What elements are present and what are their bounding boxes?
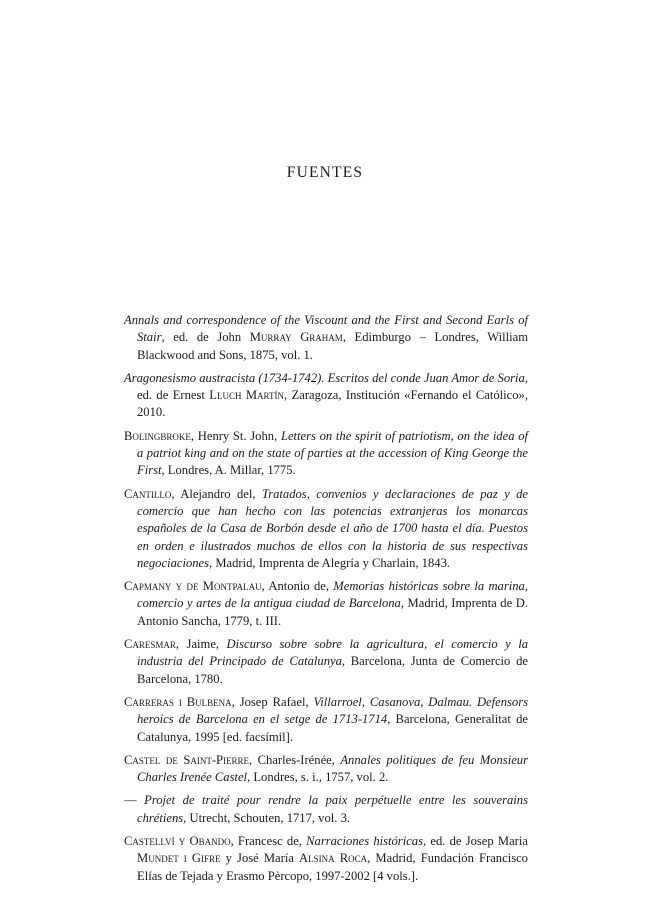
- entry-text: , ed. de Josep Maria: [423, 834, 528, 849]
- bibliography-entry: [124, 578, 528, 630]
- entry-title: Projet de traité pour rendre la paix perpétuelle entre les souverains chrétiens: [137, 793, 528, 825]
- entry-text: , Londres, s. i., 1757, vol. 2.: [247, 770, 389, 785]
- entry-text: —: [124, 793, 145, 808]
- entry-text: , Josep Rafael,: [231, 694, 314, 709]
- author-name: Castel de Saint-Pierre: [124, 752, 250, 767]
- entry-text: , Londres, A. Millar, 1775.: [161, 463, 296, 478]
- entry-title: Narraciones históricas: [306, 834, 423, 849]
- entry-text: , Alejandro del,: [171, 486, 262, 501]
- author-name: Bolingbroke: [124, 428, 191, 443]
- entry-text: , Madrid, Imprenta de D. Antonio Sancha, 1779, t. III.: [137, 596, 528, 628]
- bibliography-entry: [124, 486, 528, 572]
- entry-title: Annales politiques de feu Monsieur Charles Irenée Castel: [137, 752, 528, 785]
- bibliography-entry: [124, 370, 528, 422]
- entry-text: , Antonio de,: [261, 579, 334, 594]
- entry-text: , Charles-Irénée,: [249, 752, 341, 767]
- bibliography-entry: [124, 833, 528, 885]
- entry-text: , ed. de Ernest: [137, 370, 528, 403]
- bibliography-entry: [124, 694, 528, 746]
- entry-title: Annals and correspondence of the Viscount and the First and Second Earls of Stair: [124, 313, 528, 345]
- entry-text: , Zaragoza, Institución «Fernando el Católico», 2010.: [137, 388, 529, 420]
- entry-text: , Barcelona, Generalitat de Catalunya, 1995 [ed. facsímil].: [137, 712, 528, 744]
- entry-title: Discurso sobre sobre la agricultura, el comercio y la industria del Principado de Catalunya: [137, 637, 528, 669]
- author-name: Capmany y de Montpalau: [124, 579, 262, 594]
- page-title: FUENTES: [286, 164, 364, 181]
- author-name: Mundet i Gifre: [137, 851, 221, 866]
- bibliography-entry: [124, 752, 528, 787]
- author-name: Cantillo: [124, 486, 172, 501]
- bibliography-entry: [124, 636, 528, 688]
- entry-title: Villarroel, Casanova, Dalmau. Defensors heroics de Barcelona en el setge de 1713-1714: [137, 694, 529, 727]
- entry-text: , Henry St. John,: [190, 428, 281, 443]
- author-name: Caresmar: [124, 637, 176, 652]
- author-name: Murray Graham: [249, 330, 343, 345]
- entry-text: , Edimburgo – Londres, William Blackwood and Sons, 1875, vol. 1.: [137, 330, 529, 362]
- bibliography-entry: [124, 312, 528, 364]
- entry-text: , Madrid, Fundación Francisco Elías de Tejada y Erasmo Pèrcopo, 1997-2002 [4 vols.].: [137, 851, 528, 883]
- entry-text: , Jaime,: [175, 637, 227, 652]
- entry-text: , Francesc de,: [230, 834, 307, 849]
- entry-title: Letters on the spirit of patriotism, on the idea of a patriot king and on the state of parties at the accession of King George the First: [137, 428, 528, 478]
- entry-text: , Utrecht, Schouten, 1717, vol. 3.: [183, 810, 351, 825]
- entry-text: , Madrid, Imprenta de Alegría y Charlain, 1843.: [209, 555, 451, 570]
- bibliography-entry: [124, 428, 528, 480]
- entry-text: , Barcelona, Junta de Comercio de Barcelona, 1780.: [137, 654, 528, 686]
- author-name: Alsina Roca: [299, 851, 368, 866]
- entry-title: Memorias históricas sobre la marina, comercio y artes de la antigua ciudad de Barcelona: [137, 579, 529, 611]
- author-name: Lluch Martín: [209, 388, 284, 403]
- author-name: Castellví y Obando: [124, 834, 231, 849]
- bibliography-list: [124, 312, 528, 891]
- entry-text: , ed. de John: [161, 330, 250, 345]
- entry-title: Aragonesismo austracista (1734-1742). Escritos del conde Juan Amor de Soria: [124, 370, 525, 385]
- entry-text: y José María: [220, 851, 300, 866]
- bibliography-entry: [124, 792, 528, 827]
- entry-title: Tratados, convenios y declaraciones de paz y de comercio que han hecho con las potencias extranjeras los monarcas españoles de la Casa de Borbón desde el año de 1700 hasta el día. Puestos en orden e ilustrados muchos de ellos con la historia de sus respectivas negociaciones: [137, 486, 529, 570]
- author-name: Carreras i Bulbena: [124, 694, 232, 709]
